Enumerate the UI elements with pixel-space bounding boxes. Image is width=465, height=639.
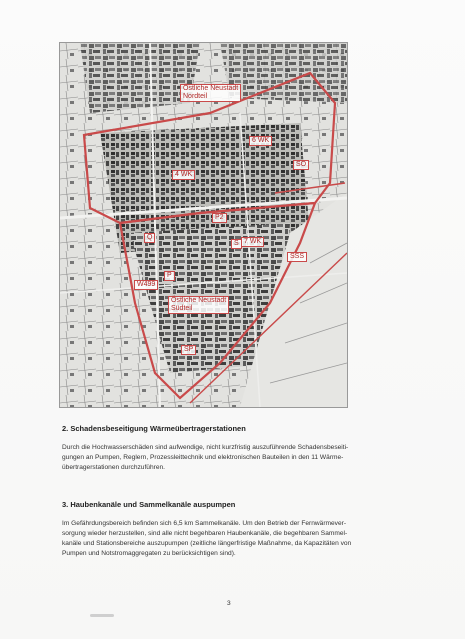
map-label-7wk: 7 WK [241,237,264,247]
map-label-p: P [164,271,175,281]
map-label-suedteil [168,296,229,314]
section3-line: kanäle und Stationsbereiche auszupumpen (zeitliche längerfristige Maßnahme, da Kapazitäten von [62,540,352,547]
section3-heading: 3. Haubenkanäle und Sammelkanäle auspumpen [62,500,236,509]
map-label-sp: SP [181,345,196,355]
map-label-6wk: 6 WK [249,136,272,146]
section3-line: sorgung wieder herzustellen, sind alle nicht begehbaren Haubenkanäle, die begehbaren Sammel- [62,530,348,537]
map-label-w499: W499 [134,280,158,290]
map-label-q: Q [144,233,155,243]
page-number: 3 [227,600,231,607]
scan-smudge [90,614,114,617]
map-label-s: S [231,239,242,249]
section3-paragraph [62,519,407,559]
section2-heading: 2. Schadensbeseitigung Wärmeübertragerstationen [62,424,246,433]
map-label-so: SO [293,160,309,170]
map-label-nordteil-line1: Östliche Neustadt [183,85,239,92]
map-label-4wk: 4 WK [172,170,195,180]
map-label-suedteil-line2: Südteil [171,305,193,312]
section2-paragraph [62,443,407,473]
map-label-sss: SSS [287,252,307,262]
section2-line: übertragerstationen durchzuführen. [62,464,166,471]
map-label-p2: P2 [212,213,227,223]
map-label-nordteil-line2: Nordteil [183,93,208,100]
section3-line: Pumpen und Notstromaggregaten zu berücksichtigen sind). [62,550,236,557]
section2-line: gungen an Pumpen, Reglern, Prozessleittechnik und elektronischen Bauteilen in den 11 Wärme- [62,454,344,461]
map-label-nordteil [180,84,241,102]
district-map [59,42,348,408]
section2-line: Durch die Hochwasserschäden sind aufwendige, nicht kurzfristig auszuführende Schadensbeseiti- [62,444,349,451]
section3-line: Im Gefährdungsbereich befinden sich 6,5 km Sammelkanäle. Um den Betrieb der Fernwärmever- [62,520,347,527]
map-label-suedteil-line1: Östliche Neustadt [171,297,227,304]
